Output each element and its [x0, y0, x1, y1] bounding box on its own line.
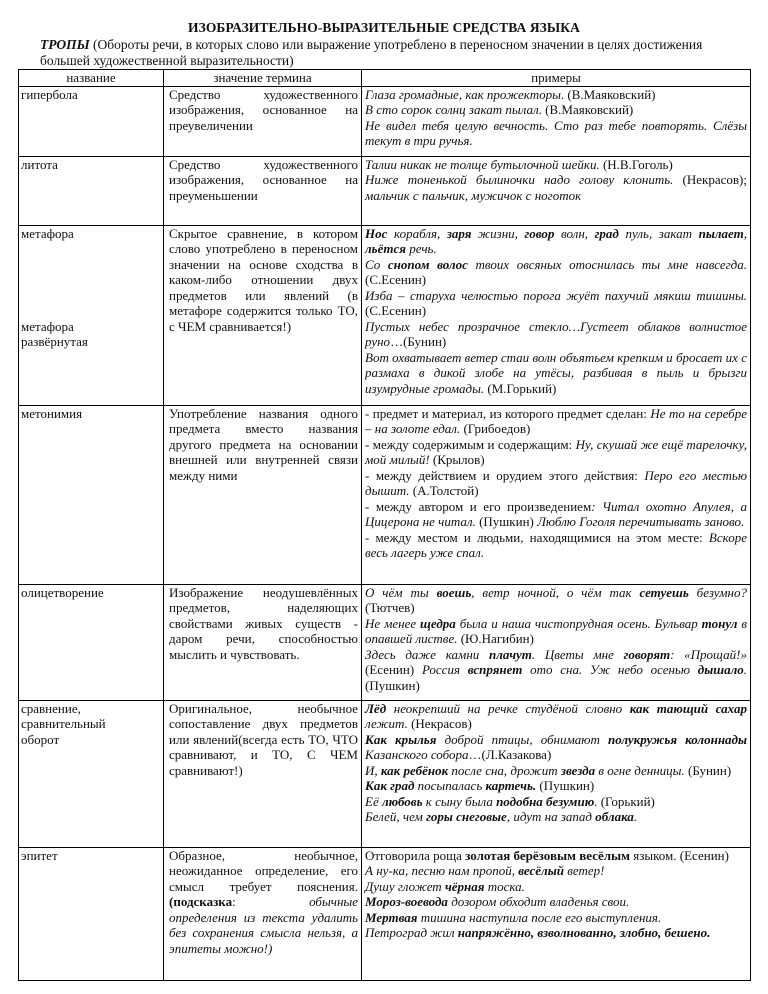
term-meaning: Изображение неодушевлённых предметов, наделяющих свойствами живых существ - даром речи, способностью мыслить и чувствовать.: [164, 584, 362, 700]
term-meaning: Оригинальное, необычное сопоставление двух предметов или явлений(всегда есть ТО, ЧТО сравнивают, и ТО, С ЧЕМ сравнивают!): [164, 700, 362, 847]
tropes-table: [18, 69, 751, 981]
term-name: метонимия: [19, 405, 164, 584]
term-name: метафора метафора развёрнутая: [19, 225, 164, 405]
table-row: [19, 584, 751, 700]
table-row: [19, 405, 751, 584]
term-name: гипербола: [19, 86, 164, 156]
intro-term: ТРОПЫ: [40, 37, 90, 52]
table-row: [19, 86, 751, 156]
term-examples: Лёд неокрепший на речке студёной словно как тающий сахар лежит. (Некрасов) Как крылья доброй птицы, обнимают полукружья колоннады Казанского собора…(Л.Казакова) И, как ребёнок после сна, дрожит звезда в огне денницы. (Бунин) Как град посыпалась картечь. (Пушкин) Её любовь к сыну была подобна безумию. (Горький) Белей, чем горы снеговые, идут на запад облака.: [362, 700, 751, 847]
header-name: название: [19, 70, 164, 87]
header-examples: примеры: [362, 70, 751, 87]
term-examples: Отговорила роща золотая берёзовым весёлым языком. (Есенин) А ну-ка, песню нам пропой, весёлый ветер! Душу гложет чёрная тоска. Мороз-воевода дозором обходит владенья свои. Мертвая тишина наступила после его выступления. Петроград жил напряжённо, взволнованно, злобно, бешено.: [362, 847, 751, 980]
term-examples: - предмет и материал, из которого предмет сделан: Не то на серебре – на золоте едал. (Грибоедов) - между содержимым и содержащим: Ну, скушай же ещё тарелочку, мой милый! (Крылов) - между действием и орудием этого действия: Перо его местью дышит. (А.Толстой) - между автором и его произведением: Читал охотно Апулея, а Цицерона не читал. (Пушкин) Люблю Гоголя перечитывать заново. - между местом и людьми, находящимися на этом месте: Вскоре весь лагерь уже спал.: [362, 405, 751, 584]
header-meaning: значение термина: [164, 70, 362, 87]
term-meaning: Образное, необычное, неожиданное определение, его смысл требует пояснения.(подсказка: обычные определения из текста удалить без сохранения смысла нельзя, а эпитеты можно!): [164, 847, 362, 980]
term-meaning: Скрытое сравнение, в котором слово употреблено в переносном значении на основе сходства в каком-либо отношении двух предметов или явлений (в метафоре содержится только ТО, с ЧЕМ сравнивается!): [164, 225, 362, 405]
table-row: [19, 847, 751, 980]
term-name: литота: [19, 156, 164, 225]
page-title: ИЗОБРАЗИТЕЛЬНО-ВЫРАЗИТЕЛЬНЫЕ СРЕДСТВА ЯЗЫКА: [188, 20, 580, 35]
term-name: сравнение, сравнительный оборот: [19, 700, 164, 847]
term-meaning: Средство художественного изображения, основанное на преуменьшении: [164, 156, 362, 225]
table-row: [19, 156, 751, 225]
term-name: эпитет: [19, 847, 164, 980]
term-examples: Нос корабля, заря жизни, говор волн, град пуль, закат пылает, льётся речь. Со снопом волос твоих овсяных отоснилась ты мне навсегда. (С.Есенин) Изба – старуха челюстью порога жуёт пахучий мякиш тишины. (С.Есенин) Пустых небес прозрачное стекло…Густеет облаков волнистое руно…(Бунин) Вот охватывает ветер стаи волн объятьем крепким и бросает их с размаха в дикой злобе на утёсы, разбивая в пыль и брызги изумрудные громады. (М.Горький): [362, 225, 751, 405]
term-examples: Талии никак не толще бутылочной шейки. (Н.В.Гоголь) Ниже тоненькой былиночки надо голову клонить. (Некрасов); мальчик с пальчик, мужичок с ноготок: [362, 156, 751, 225]
term-meaning: Употребление названия одного предмета вместо названия другого предмета на основании внешней или внутренней связи между ними: [164, 405, 362, 584]
table-row: [19, 700, 751, 847]
table-row: [19, 225, 751, 405]
term-meaning: Средство художественного изображения, основанное на преувеличении: [164, 86, 362, 156]
intro-paragraph: [40, 37, 730, 68]
term-name: олицетворение: [19, 584, 164, 700]
table-header-row: [19, 70, 751, 87]
term-examples: О чём ты воешь, ветр ночной, о чём так сетуешь безумно?(Тютчев) Не менее щедра была и наша чистопрудная осень. Бульвар тонул в опавшей листве. (Ю.Нагибин) Здесь даже камни плачут. Цветы мне говорят: «Прощай!» (Есенин) Россия вспрянет ото сна. Уж небо осенью дышало. (Пушкин): [362, 584, 751, 700]
intro-text: (Обороты речи, в которых слово или выражение употреблено в переносном значении в целях достижения большей художественной выразительности): [40, 37, 703, 68]
term-examples: Глаза громадные, как прожекторы. (В.Маяковский) В сто сорок солнц закат пылал. (В.Маяковский) Не видел тебя целую вечность. Сто раз тебе повторять. Слёзы текут в три ручья.: [362, 86, 751, 156]
